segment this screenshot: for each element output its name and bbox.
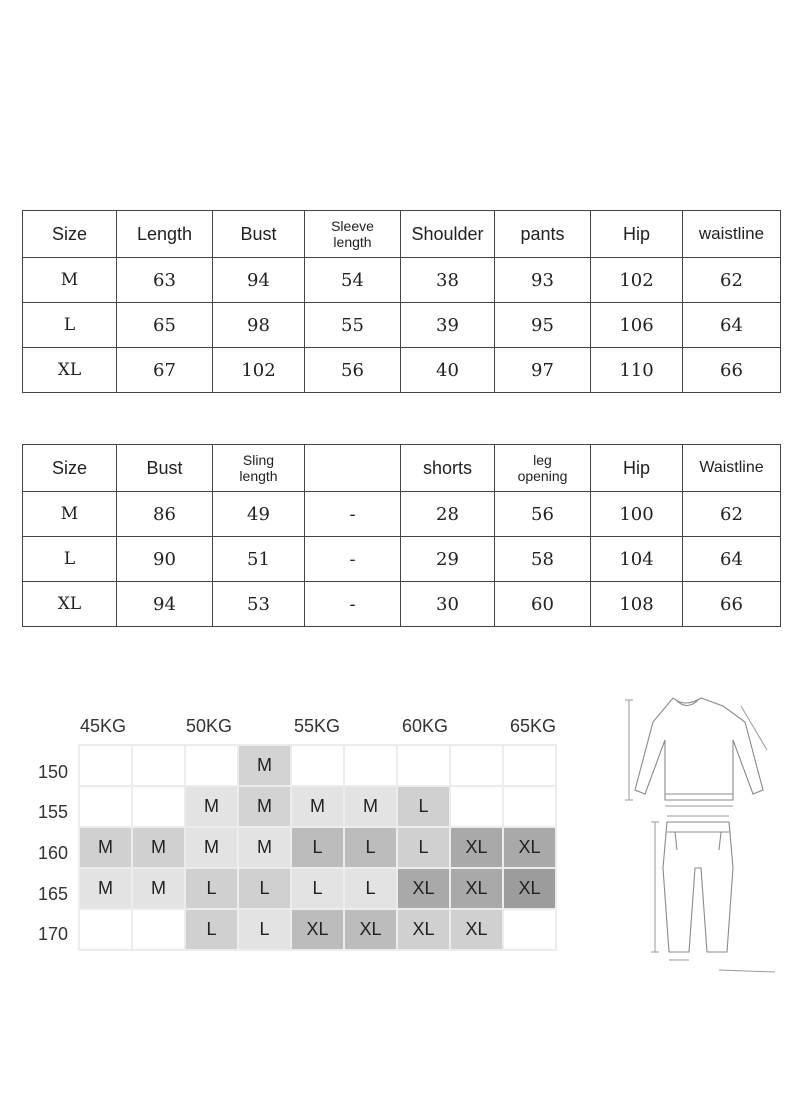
- value-cell: 56: [495, 492, 591, 537]
- height-label: 155: [38, 802, 69, 822]
- header-cell: Hip: [591, 445, 683, 492]
- grid-cell: XL: [397, 868, 450, 909]
- size-cell: M: [23, 492, 117, 537]
- grid-cell: L: [397, 827, 450, 868]
- grid-cell: M: [79, 868, 132, 909]
- value-cell: 40: [401, 348, 495, 393]
- height-label: 170: [38, 924, 69, 944]
- grid-cell: XL: [397, 909, 450, 950]
- pants-outline: [663, 822, 733, 952]
- size-recommendation-grid: [78, 744, 557, 951]
- grid-cell: M: [238, 827, 291, 868]
- header-cell-text: Sleeve length: [331, 218, 374, 250]
- grid-cell: M: [185, 786, 238, 827]
- grid-cell: [79, 745, 132, 786]
- grid-cell: [291, 745, 344, 786]
- table-row: [23, 303, 781, 348]
- grid-cell: XL: [450, 827, 503, 868]
- weight-label: 45KG: [80, 716, 127, 736]
- grid-cell: [132, 786, 185, 827]
- value-cell: 97: [495, 348, 591, 393]
- grid-cell: L: [238, 868, 291, 909]
- grid-cell: M: [291, 786, 344, 827]
- grid-cell: L: [291, 827, 344, 868]
- grid-cell: XL: [450, 909, 503, 950]
- value-cell: 62: [683, 258, 781, 303]
- grid-cell: XL: [503, 868, 556, 909]
- value-cell: 62: [683, 492, 781, 537]
- grid-cell: XL: [503, 827, 556, 868]
- value-cell: 49: [213, 492, 305, 537]
- grid-cell: M: [238, 786, 291, 827]
- header-cell: shorts: [401, 445, 495, 492]
- grid-cell: L: [344, 827, 397, 868]
- header-cell-text: Sling length: [239, 452, 278, 484]
- grid-cell: [79, 786, 132, 827]
- grid-row: [79, 868, 556, 909]
- header-cell: [305, 211, 401, 258]
- bottom-size-table: [22, 444, 781, 627]
- header-cell: Size: [23, 211, 117, 258]
- header-cell: [213, 445, 305, 492]
- value-cell: 98: [213, 303, 305, 348]
- header-cell: Hip: [591, 211, 683, 258]
- pants-measure-lines: [651, 816, 775, 972]
- top-size-table: [22, 210, 781, 393]
- weight-labels: [0, 716, 600, 742]
- table-header-row: [23, 211, 781, 258]
- value-cell: 54: [305, 258, 401, 303]
- header-cell: waistline: [683, 211, 781, 258]
- value-cell: 55: [305, 303, 401, 348]
- grid-row: [79, 909, 556, 950]
- grid-cell: L: [185, 909, 238, 950]
- header-cell: Waistline: [683, 445, 781, 492]
- header-cell: Bust: [117, 445, 213, 492]
- grid-cell: [132, 745, 185, 786]
- value-cell: 56: [305, 348, 401, 393]
- header-cell: pants: [495, 211, 591, 258]
- grid-cell: [132, 909, 185, 950]
- grid-cell: [344, 745, 397, 786]
- grid-cell: [503, 745, 556, 786]
- grid-cell: [450, 745, 503, 786]
- table-row: [23, 258, 781, 303]
- value-cell: 39: [401, 303, 495, 348]
- size-cell: L: [23, 537, 117, 582]
- grid-cell: L: [238, 909, 291, 950]
- grid-cell: L: [397, 786, 450, 827]
- height-label: 160: [38, 843, 69, 863]
- value-cell: 102: [213, 348, 305, 393]
- weight-label: 65KG: [510, 716, 557, 736]
- value-cell: 64: [683, 303, 781, 348]
- value-cell: 67: [117, 348, 213, 393]
- header-cell: [495, 445, 591, 492]
- value-cell: -: [305, 492, 401, 537]
- grid-cell: M: [132, 827, 185, 868]
- header-cell: Bust: [213, 211, 305, 258]
- header-cell-text: leg opening: [517, 452, 568, 484]
- value-cell: 100: [591, 492, 683, 537]
- value-cell: 60: [495, 582, 591, 627]
- garment-measurement-sketch: [615, 690, 785, 980]
- size-cell: M: [23, 258, 117, 303]
- value-cell: 51: [213, 537, 305, 582]
- value-cell: 90: [117, 537, 213, 582]
- weight-label: 60KG: [402, 716, 449, 736]
- height-label: 150: [38, 762, 69, 782]
- value-cell: 104: [591, 537, 683, 582]
- grid-cell: [450, 786, 503, 827]
- grid-row: [79, 745, 556, 786]
- value-cell: 94: [213, 258, 305, 303]
- grid-cell: M: [132, 868, 185, 909]
- grid-cell: [79, 909, 132, 950]
- table-row: [23, 582, 781, 627]
- value-cell: 102: [591, 258, 683, 303]
- grid-row: [79, 827, 556, 868]
- value-cell: 93: [495, 258, 591, 303]
- header-cell: Shoulder: [401, 211, 495, 258]
- value-cell: 94: [117, 582, 213, 627]
- grid-cell: M: [238, 745, 291, 786]
- table-row: [23, 348, 781, 393]
- grid-cell: [397, 745, 450, 786]
- value-cell: 29: [401, 537, 495, 582]
- table-row: [23, 492, 781, 537]
- weight-label: 55KG: [294, 716, 341, 736]
- value-cell: -: [305, 582, 401, 627]
- grid-row: [79, 786, 556, 827]
- value-cell: 53: [213, 582, 305, 627]
- value-cell: 106: [591, 303, 683, 348]
- value-cell: 28: [401, 492, 495, 537]
- top-garment-outline: [635, 698, 763, 800]
- value-cell: -: [305, 537, 401, 582]
- value-cell: 58: [495, 537, 591, 582]
- value-cell: 64: [683, 537, 781, 582]
- value-cell: 110: [591, 348, 683, 393]
- value-cell: 95: [495, 303, 591, 348]
- grid-cell: L: [291, 868, 344, 909]
- size-cell: L: [23, 303, 117, 348]
- table-header-row: [23, 445, 781, 492]
- value-cell: 66: [683, 582, 781, 627]
- value-cell: 66: [683, 348, 781, 393]
- value-cell: 65: [117, 303, 213, 348]
- height-label: 165: [38, 884, 69, 904]
- value-cell: 86: [117, 492, 213, 537]
- header-cell: Size: [23, 445, 117, 492]
- value-cell: 38: [401, 258, 495, 303]
- header-cell: [305, 445, 401, 492]
- grid-cell: L: [344, 868, 397, 909]
- size-cell: XL: [23, 348, 117, 393]
- table-row: [23, 537, 781, 582]
- grid-cell: M: [79, 827, 132, 868]
- weight-label: 50KG: [186, 716, 233, 736]
- size-cell: XL: [23, 582, 117, 627]
- value-cell: 63: [117, 258, 213, 303]
- grid-cell: [503, 786, 556, 827]
- grid-cell: L: [185, 868, 238, 909]
- grid-cell: [503, 909, 556, 950]
- value-cell: 30: [401, 582, 495, 627]
- grid-cell: XL: [291, 909, 344, 950]
- header-cell: Length: [117, 211, 213, 258]
- value-cell: 108: [591, 582, 683, 627]
- grid-cell: M: [185, 827, 238, 868]
- grid-cell: XL: [344, 909, 397, 950]
- grid-cell: XL: [450, 868, 503, 909]
- grid-cell: [185, 745, 238, 786]
- grid-cell: M: [344, 786, 397, 827]
